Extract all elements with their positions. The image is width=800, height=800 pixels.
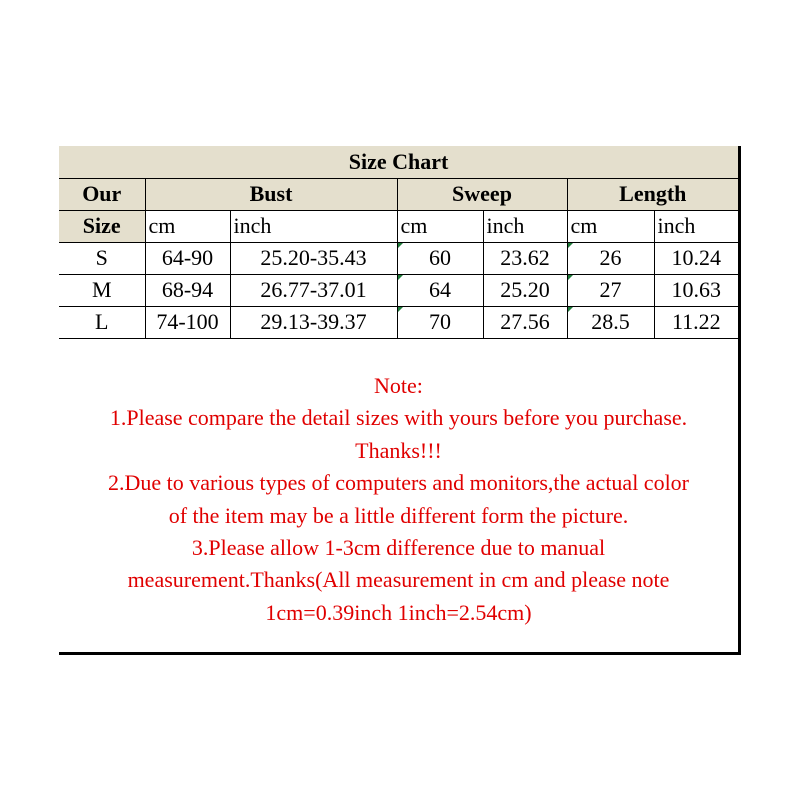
table-cell: 64 — [397, 274, 483, 306]
table-cell: 23.62 — [483, 242, 567, 274]
table-cell: 60 — [397, 242, 483, 274]
size-cell: M — [59, 274, 145, 306]
table-row — [59, 306, 738, 338]
note-line: Thanks!!! — [355, 437, 442, 463]
size-header: Size — [59, 210, 145, 242]
sweep-header: Sweep — [397, 178, 567, 210]
table-cell: 27.56 — [483, 306, 567, 338]
unit-cell: cm — [145, 210, 230, 242]
table-row — [59, 274, 738, 306]
note-heading: Note: — [374, 373, 423, 398]
table-cell: 25.20-35.43 — [230, 242, 397, 274]
table-cell: 70 — [397, 306, 483, 338]
table-cell: 64-90 — [145, 242, 230, 274]
note-line: measurement.Thanks(All measurement in cm and please note — [127, 567, 670, 593]
size-cell: L — [59, 306, 145, 338]
table-cell: 29.13-39.37 — [230, 306, 397, 338]
table-title: Size Chart — [59, 146, 738, 178]
note-line: 1cm=0.39inch 1inch=2.54cm) — [265, 599, 532, 625]
note-line: 2.Due to various types of computers and monitors,the actual color — [107, 470, 690, 496]
table-cell: 74-100 — [145, 306, 230, 338]
units-row — [59, 210, 738, 242]
unit-cell: cm — [567, 210, 654, 242]
table-cell: 28.5 — [567, 306, 654, 338]
size-cell: S — [59, 242, 145, 274]
table-cell: 26 — [567, 242, 654, 274]
our-header: Our — [59, 178, 145, 210]
table-cell: 25.20 — [483, 274, 567, 306]
note-line: 1.Please compare the detail sizes with yours before you purchase. — [109, 405, 688, 431]
unit-cell: inch — [654, 210, 738, 242]
unit-cell: inch — [230, 210, 397, 242]
notes-block — [59, 370, 738, 629]
table-cell: 10.63 — [654, 274, 738, 306]
table-cell: 26.77-37.01 — [230, 274, 397, 306]
unit-cell: cm — [397, 210, 483, 242]
bust-header: Bust — [145, 178, 397, 210]
header-row — [59, 178, 738, 210]
note-line: 3.Please allow 1-3cm difference due to manual — [191, 535, 606, 561]
size-chart — [59, 146, 741, 655]
size-table — [59, 146, 738, 339]
title-row — [59, 146, 738, 178]
table-row — [59, 242, 738, 274]
table-cell: 10.24 — [654, 242, 738, 274]
table-cell: 11.22 — [654, 306, 738, 338]
note-line: of the item may be a little different form the picture. — [168, 502, 629, 528]
table-cell: 68-94 — [145, 274, 230, 306]
table-cell: 27 — [567, 274, 654, 306]
unit-cell: inch — [483, 210, 567, 242]
length-header: Length — [567, 178, 738, 210]
